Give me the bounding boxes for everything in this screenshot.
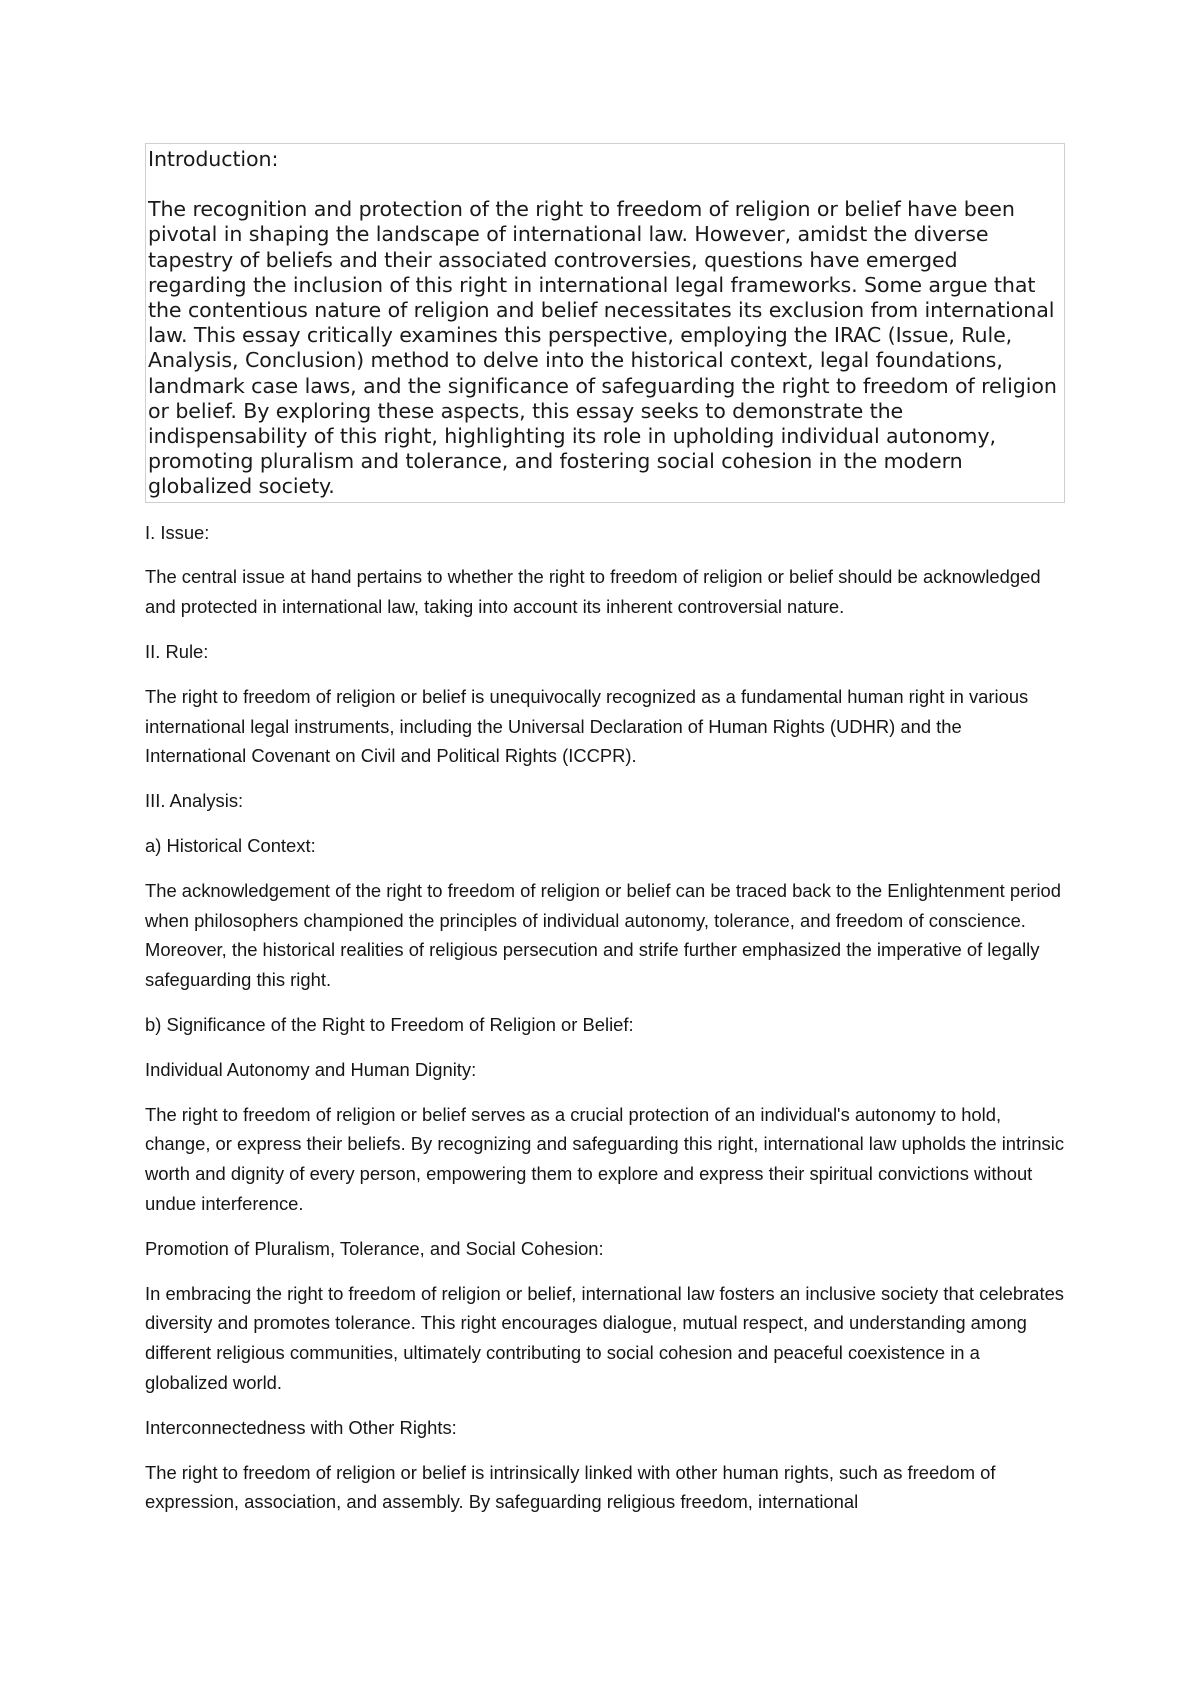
pluralism-heading: Promotion of Pluralism, Tolerance, and Social Cohesion: (145, 1237, 604, 1259)
rule-paragraph: The right to freedom of religion or belief is unequivocally recognized as a fundamental human right in various international legal instruments, including the Universal Declaration of Human Rights (UDHR) and the International Covenant on Civil and Political Rights (ICCPR). (145, 685, 1029, 767)
introduction-box (145, 143, 1065, 503)
analysis-heading: III. Analysis: (145, 790, 244, 812)
interconnectedness-paragraph: The right to freedom of religion or belief is intrinsically linked with other human rights, such as freedom of expression, association, and assembly. By safeguarding religious freedom, international (145, 1461, 996, 1513)
introduction-paragraph: The recognition and protection of the right to freedom of religion or belief have been pivotal in shaping the landscape of international law. However, amidst the diverse tapestry of beliefs and their associated controversies, questions have emerged regarding the inclusion of this right in international legal frameworks. Some argue that the contentious nature of religion and belief necessitates its exclusion from international law. This essay critically examines this perspective, employing the IRAC (Issue, Rule, Analysis, Conclusion) method to delve into the historical context, legal foundations, landmark case laws, and the significance of safeguarding the right to freedom of religion or belief. By exploring these aspects, this essay seeks to demonstrate the indispensability of this right, highlighting its role in upholding individual autonomy, promoting pluralism and tolerance, and fostering social cohesion in the modern globalized society. (148, 197, 1057, 499)
essay-body (145, 518, 1065, 1518)
pluralism-paragraph: In embracing the right to freedom of religion or belief, international law fosters an inclusive society that celebrates diversity and promotes tolerance. This right encourages dialogue, mutual respect, and understanding among different religious communities, ultimately contributing to social cohesion and peaceful coexistence in a globalized world. (145, 1282, 1064, 1393)
introduction-heading: Introduction: (148, 147, 279, 171)
significance-heading: b) Significance of the Right to Freedom of Religion or Belief: (145, 1014, 634, 1035)
document-page (145, 143, 1065, 1532)
interconnectedness-heading: Interconnectedness with Other Rights: (145, 1416, 457, 1438)
historical-context-paragraph: The acknowledgement of the right to freedom of religion or belief can be traced back to the Enlightenment period when philosophers championed the principles of individual autonomy, tolerance, and freedom of conscience. Moreover, the historical realities of religious persecution and strife further emphasized the imperative of legally safeguarding this right. (145, 879, 1061, 991)
issue-heading: I. Issue: (145, 521, 210, 543)
autonomy-paragraph: The right to freedom of religion or belief serves as a crucial protection of an individual's autonomy to hold, change, or express their beliefs. By recognizing and safeguarding this right, international law upholds the intrinsic worth and dignity of every person, empowering them to explore and express their spiritual convictions without undue interference. (145, 1103, 1065, 1214)
autonomy-heading: Individual Autonomy and Human Dignity: (145, 1058, 477, 1080)
rule-heading: II. Rule: (145, 641, 209, 663)
issue-paragraph: The central issue at hand pertains to whether the right to freedom of religion or belief should be acknowledged and protected in international law, taking into account its inherent controversial nature. (145, 566, 1041, 618)
historical-context-heading: a) Historical Context: (145, 835, 316, 857)
